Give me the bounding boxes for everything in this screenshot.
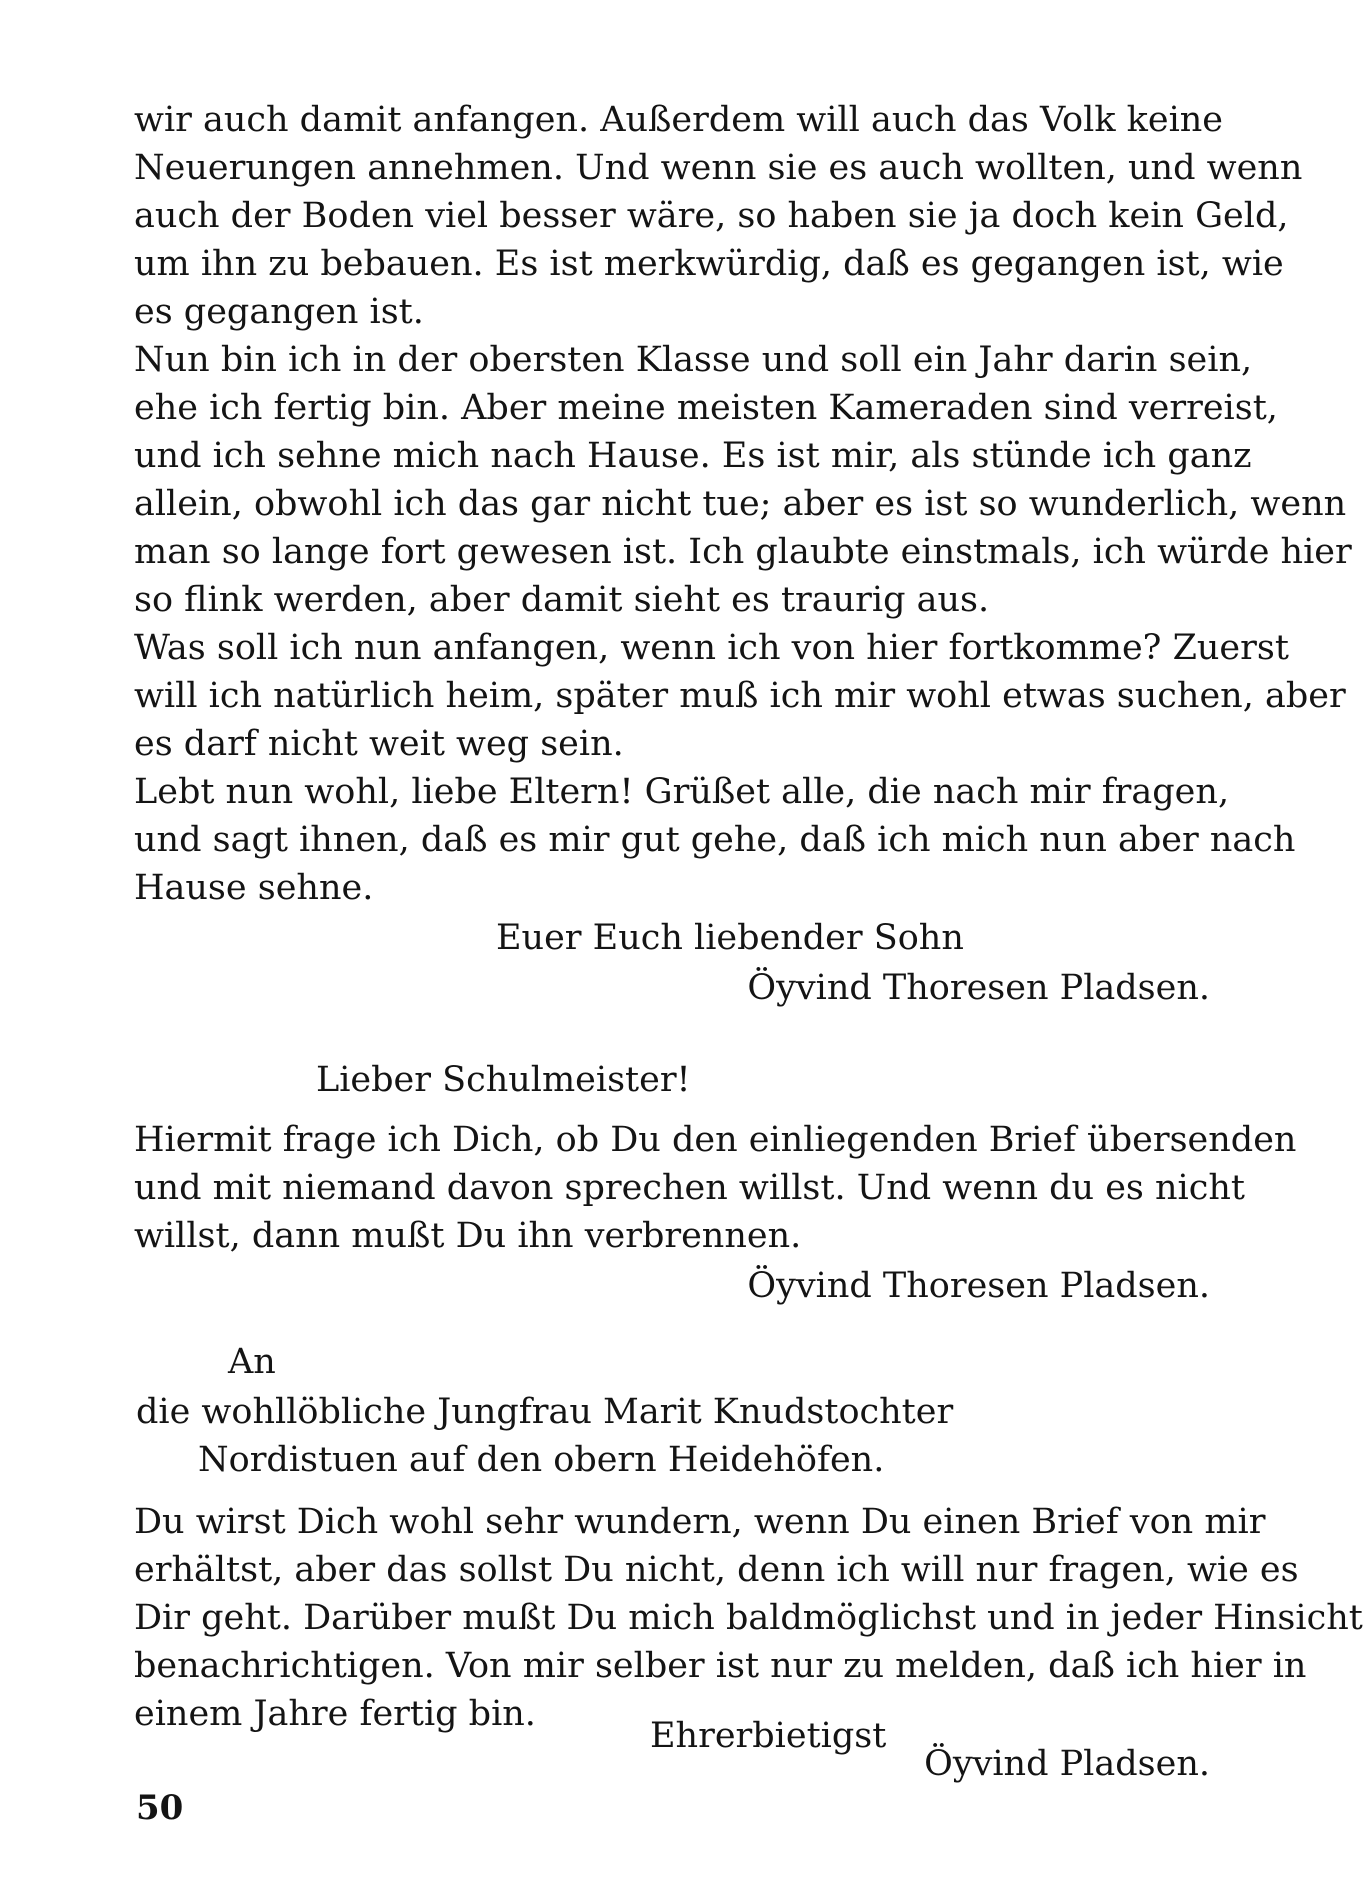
letter-closing: Ehrerbietigst <box>650 1716 887 1756</box>
text-line: Hiermit frage ich Dich, ob Du den einliegenden Brief übersenden <box>134 1120 1297 1160</box>
text-line: Nun bin ich in der obersten Klasse und soll ein Jahr darin sein, <box>134 340 1253 380</box>
letter-signature: Öyvind Pladsen. <box>924 1744 1210 1784</box>
text-line: um ihn zu bebauen. Es ist merkwürdig, daß es gegangen ist, wie <box>134 244 1284 284</box>
text-line: und ich sehne mich nach Hause. Es ist mir, als stünde ich ganz <box>134 436 1252 476</box>
text-line: erhältst, aber das sollst Du nicht, denn ich will nur fragen, wie es <box>134 1550 1299 1590</box>
address-name: die wohllöbliche Jungfrau Marit Knudstochter <box>136 1392 954 1432</box>
text-line: Lebt nun wohl, liebe Eltern! Grüßet alle, die nach mir fragen, <box>134 772 1230 812</box>
text-line: willst, dann mußt Du ihn verbrennen. <box>134 1216 802 1256</box>
letter-signature: Öyvind Thoresen Pladsen. <box>747 1266 1210 1306</box>
text-line: Neuerungen annehmen. Und wenn sie es auch wollten, und wenn <box>134 148 1303 188</box>
text-line: Dir geht. Darüber mußt Du mich baldmöglichst und in jeder Hinsicht <box>134 1598 1363 1638</box>
text-line: es gegangen ist. <box>134 292 424 332</box>
text-line: es darf nicht weit weg sein. <box>134 724 624 764</box>
page-number: 50 <box>136 1788 184 1828</box>
text-line: Du wirst Dich wohl sehr wundern, wenn Du einen Brief von mir <box>134 1502 1266 1542</box>
text-line: einem Jahre fertig bin. <box>134 1694 536 1734</box>
text-line: allein, obwohl ich das gar nicht tue; aber es ist so wunderlich, wenn <box>134 484 1347 524</box>
text-line: Was soll ich nun anfangen, wenn ich von hier fortkomme? Zuerst <box>134 628 1289 668</box>
text-line: und sagt ihnen, daß es mir gut gehe, daß ich mich nun aber nach <box>134 820 1296 860</box>
text-line: wir auch damit anfangen. Außerdem will auch das Volk keine <box>134 100 1224 140</box>
letter-closing: Euer Euch liebender Sohn <box>496 918 964 958</box>
text-line: Hause sehne. <box>134 868 374 908</box>
letter-signature: Öyvind Thoresen Pladsen. <box>747 968 1210 1008</box>
text-line: so flink werden, aber damit sieht es traurig aus. <box>134 580 990 620</box>
address-place: Nordistuen auf den obern Heidehöfen. <box>198 1440 885 1480</box>
text-line: will ich natürlich heim, später muß ich mir wohl etwas suchen, aber <box>134 676 1346 716</box>
text-line: ehe ich fertig bin. Aber meine meisten Kameraden sind verreist, <box>134 388 1278 428</box>
text-line: benachrichtigen. Von mir selber ist nur zu melden, daß ich hier in <box>134 1646 1307 1686</box>
text-line: man so lange fort gewesen ist. Ich glaubte einstmals, ich würde hier <box>134 532 1352 572</box>
text-line: und mit niemand davon sprechen willst. Und wenn du es nicht <box>134 1168 1245 1208</box>
address-to: An <box>228 1342 276 1382</box>
text-line: auch der Boden viel besser wäre, so haben sie ja doch kein Geld, <box>134 196 1289 236</box>
letter-salutation: Lieber Schulmeister! <box>316 1060 691 1100</box>
